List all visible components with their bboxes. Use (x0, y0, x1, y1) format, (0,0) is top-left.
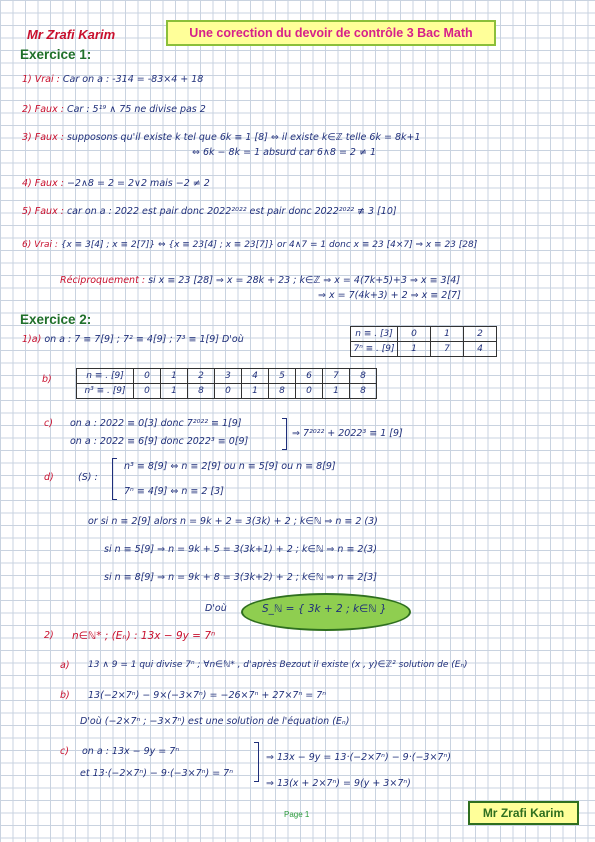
table-cell: 3 (215, 369, 242, 384)
table-cell: 1 (161, 384, 188, 399)
table-cell: 5 (269, 369, 296, 384)
ex1-item-5-label: 5) Faux : (22, 206, 64, 217)
footer-author (468, 801, 579, 825)
ex1-item-2 (22, 104, 206, 115)
ex1-item-6-label: 6) Vrai : (22, 240, 58, 250)
table-row (351, 327, 497, 342)
table-cell: 8 (350, 384, 377, 399)
ex2-q1d-solution: S_ℕ = { 3k + 2 ; k∈ℕ } (262, 603, 387, 615)
table-row (77, 369, 377, 384)
ex2-q1d-eq1: n³ ≡ 8[9] ⇔ n ≡ 2[9] ou n ≡ 5[9] ou n ≡ 8[9] (124, 461, 336, 472)
ex1-item-5-text: car on a : 2022 est pair donc 2022²⁰²² est pair donc 2022²⁰²² ≢ 3 [10] (66, 206, 397, 217)
table-row (351, 342, 497, 357)
table-cell: 2 (464, 327, 497, 342)
ex2-q2a-label: a) (60, 660, 70, 671)
ex1-item-6 (22, 240, 477, 250)
document-title-text: Une corection du devoir de contrôle 3 Bac Math (189, 26, 473, 40)
ex1-item-3-cont: ⇔ 6k − 8k = 1 absurd car 6∧8 = 2 ≠ 1 (192, 147, 377, 158)
footer-author-text: Mr Zrafi Karim (482, 806, 565, 820)
table-cell: 1 (431, 327, 464, 342)
table-cell: n³ ≡ . [9] (77, 384, 134, 399)
ex1-reciproque (60, 275, 460, 286)
ex2-q1b-label: b) (42, 374, 52, 385)
table-cell: 0 (134, 384, 161, 399)
exercice-2-heading: Exercice 2: (20, 312, 92, 327)
table-n3-mod9 (76, 368, 377, 399)
table-7n-mod9 (350, 326, 497, 357)
ex1-reciproque-cont: ⇒ x = 7(4k+3) + 2 ⇒ x ≡ 2[7] (318, 290, 461, 301)
table-cell: 8 (269, 384, 296, 399)
ex1-item-2-label: 2) Faux : (22, 104, 64, 115)
ex2-q2a-text: 13 ∧ 9 = 1 qui divise 7ⁿ ; ∀n∈ℕ* , d'après Bezout il existe (x , y)∈ℤ² solution de (Eₙ) (88, 660, 468, 670)
table-cell: 1 (242, 384, 269, 399)
table-cell: n ≡ . [3] (351, 327, 398, 342)
exercice-1-heading: Exercice 1: (20, 47, 92, 62)
brace-right (282, 418, 287, 450)
table-cell: 4 (242, 369, 269, 384)
table-row (77, 384, 377, 399)
ex1-item-3-label: 3) Faux : (22, 132, 64, 143)
ex2-q2c-result-1: ⇒ 13x − 9y = 13·(−2×7ⁿ) − 9·(−3×7ⁿ) (266, 752, 451, 763)
table-cell: 8 (188, 384, 215, 399)
ex2-q2c-result-2: ⇒ 13(x + 2×7ⁿ) = 9(y + 3×7ⁿ) (266, 778, 411, 789)
table-cell: 1 (398, 342, 431, 357)
ex2-q2-intro: n∈ℕ* ; (Eₙ) : 13x − 9y = 7ⁿ (72, 630, 216, 642)
ex2-q1d-system-label: (S) : (78, 472, 98, 483)
table-cell: 1 (323, 384, 350, 399)
ex2-q1c-label: c) (44, 418, 53, 429)
ex2-q1d-case-3: si n ≡ 8[9] ⇒ n = 9k + 8 = 3(3k+2) + 2 ; k∈ℕ ⇒ n ≡ 2[3] (104, 572, 377, 583)
table-cell: 7 (431, 342, 464, 357)
table-cell: 6 (296, 369, 323, 384)
ex1-reciproque-text: si x ≡ 23 [28] ⇒ x = 28k + 23 ; k∈ℤ ⇒ x = 4(7k+5)+3 ⇒ x ≡ 3[4] (148, 275, 461, 286)
page-number: Page 1 (284, 810, 310, 819)
ex2-q1d-eq2: 7ⁿ ≡ 4[9] ⇔ n ≡ 2 [3] (124, 486, 224, 497)
ex2-q2c-line2: et 13·(−2×7ⁿ) − 9·(−3×7ⁿ) = 7ⁿ (80, 768, 234, 779)
author-name: Mr Zrafi Karim (27, 27, 116, 42)
brace-left (112, 458, 117, 500)
ex1-item-3-text: supposons qu'il existe k tel que 6k ≡ 1 [8] ⇔ il existe k∈ℤ telle 6k = 8k+1 (66, 132, 421, 143)
ex1-item-6-text: {x ≡ 3[4] ; x ≡ 2[7]} ⇔ {x ≡ 23[4] ; x ≡ 23[7]} or 4∧7 = 1 donc x ≡ 23 [4×7] ⇒ x ≡ 23 [28] (60, 240, 478, 250)
ex1-item-4 (22, 178, 210, 189)
ex2-q1d-label: d) (44, 472, 54, 483)
table-cell: 0 (215, 384, 242, 399)
table-cell: n ≡ . [9] (77, 369, 134, 384)
table-cell: 0 (296, 384, 323, 399)
ex2-q1c-line1: on a : 2022 ≡ 0[3] donc 7²⁰²² ≡ 1[9] (70, 418, 242, 429)
ex2-q1a (22, 334, 244, 345)
ex1-item-2-text: Car : 5¹⁹ ∧ 75 ne divise pas 2 (66, 104, 206, 115)
table-cell: 2 (188, 369, 215, 384)
ex2-q2b-conclusion: D'où (−2×7ⁿ ; −3×7ⁿ) est une solution de l'équation (Eₙ) (80, 716, 350, 727)
table-cell: 7 (323, 369, 350, 384)
ex1-item-4-text: −2∧8 = 2 = 2∨2 mais −2 ≠ 2 (66, 178, 210, 189)
brace-right-2 (254, 742, 259, 782)
ex2-q2b-text: 13(−2×7ⁿ) − 9×(−3×7ⁿ) = −26×7ⁿ + 27×7ⁿ = 7ⁿ (88, 690, 327, 701)
ex2-q1d-case-1: or si n ≡ 2[9] alors n = 9k + 2 = 3(3k) + 2 ; k∈ℕ ⇒ n ≡ 2 (3) (88, 516, 378, 527)
table-cell: 1 (161, 369, 188, 384)
ex2-q2-label: 2) (44, 630, 54, 641)
ex2-q2c-line1: on a : 13x − 9y = 7ⁿ (82, 746, 180, 757)
ex1-item-1-text: Car on a : -314 = -83×4 + 18 (62, 74, 204, 85)
ex1-item-1-label: 1) Vrai : (22, 74, 60, 85)
ex1-reciproque-label: Réciproquement : (60, 275, 146, 286)
ex2-q1a-label: 1)a) (22, 334, 42, 345)
ex1-item-3 (22, 132, 421, 143)
ex2-q2c-label: c) (60, 746, 69, 757)
ex1-item-4-label: 4) Faux : (22, 178, 64, 189)
table-cell: 8 (350, 369, 377, 384)
document-title (166, 20, 496, 46)
table-cell: 0 (398, 327, 431, 342)
ex2-q1d-case-2: si n ≡ 5[9] ⇒ n = 9k + 5 = 3(3k+1) + 2 ; k∈ℕ ⇒ n ≡ 2(3) (104, 544, 377, 555)
table-cell: 0 (134, 369, 161, 384)
table-cell: 7ⁿ ≡ . [9] (351, 342, 398, 357)
ex2-q1a-text: on a : 7 ≡ 7[9] ; 7² ≡ 4[9] ; 7³ ≡ 1[9] D'où (44, 334, 244, 345)
ex2-q2b-label: b) (60, 690, 70, 701)
table-cell: 4 (464, 342, 497, 357)
ex1-item-1 (22, 74, 203, 85)
ex1-item-5 (22, 206, 397, 217)
ex2-q1c-result: ⇒ 7²⁰²² + 2022³ ≡ 1 [9] (292, 428, 403, 439)
ex2-q1d-dou: D'où (205, 603, 227, 614)
ex2-q1c-line2: on a : 2022 ≡ 6[9] donc 2022³ ≡ 0[9] (70, 436, 249, 447)
